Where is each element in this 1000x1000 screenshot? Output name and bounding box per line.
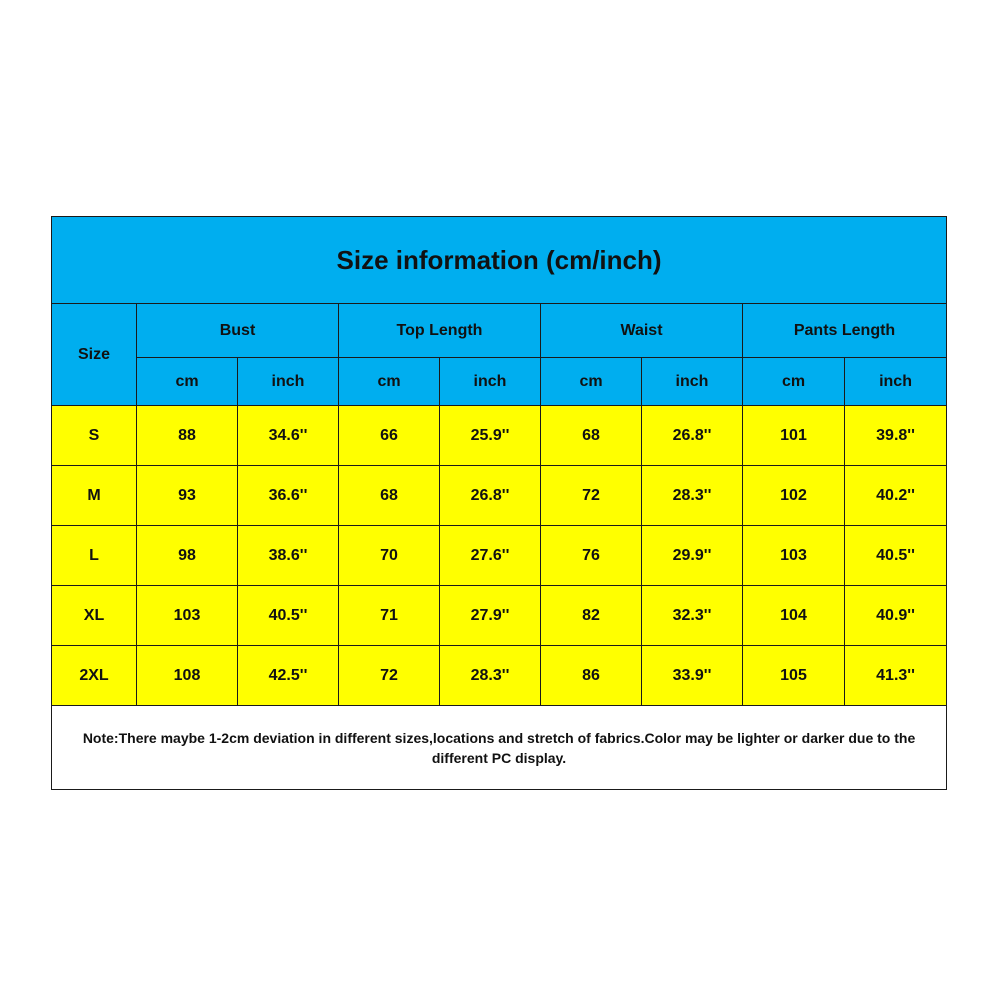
table-cell: 72 xyxy=(339,646,440,706)
table-cell: 28.3'' xyxy=(642,466,743,526)
table-cell: 68 xyxy=(541,406,642,466)
table-cell: 26.8'' xyxy=(440,466,541,526)
size-label: S xyxy=(52,406,137,466)
table-cell: 88 xyxy=(137,406,238,466)
table-cell: 76 xyxy=(541,526,642,586)
table-cell: 103 xyxy=(743,526,845,586)
table-row xyxy=(52,646,947,706)
table-cell: 26.8'' xyxy=(642,406,743,466)
size-chart-table xyxy=(51,216,947,790)
table-cell: 101 xyxy=(743,406,845,466)
table-cell: 41.3'' xyxy=(845,646,947,706)
unit-header: inch xyxy=(440,358,541,406)
table-cell: 40.5'' xyxy=(845,526,947,586)
table-cell: 82 xyxy=(541,586,642,646)
table-row xyxy=(52,586,947,646)
table-cell: 42.5'' xyxy=(238,646,339,706)
table-cell: 70 xyxy=(339,526,440,586)
table-cell: 103 xyxy=(137,586,238,646)
table-cell: 68 xyxy=(339,466,440,526)
table-cell: 102 xyxy=(743,466,845,526)
table-cell: 104 xyxy=(743,586,845,646)
title-row xyxy=(52,217,947,304)
header-size: Size xyxy=(52,304,137,406)
chart-title: Size information (cm/inch) xyxy=(52,217,947,304)
deviation-note: Note:There maybe 1-2cm deviation in different sizes,locations and stretch of fabrics.Color may be lighter or darker due to the different PC display. xyxy=(52,706,947,790)
note-row xyxy=(52,706,947,790)
header-pants-length: Pants Length xyxy=(743,304,947,358)
table-cell: 71 xyxy=(339,586,440,646)
size-label: M xyxy=(52,466,137,526)
table-cell: 86 xyxy=(541,646,642,706)
unit-header: cm xyxy=(339,358,440,406)
header-row-units xyxy=(52,358,947,406)
unit-header: inch xyxy=(238,358,339,406)
table-cell: 40.5'' xyxy=(238,586,339,646)
table-row xyxy=(52,466,947,526)
header-top-length: Top Length xyxy=(339,304,541,358)
table-cell: 105 xyxy=(743,646,845,706)
table-row xyxy=(52,526,947,586)
table-cell: 25.9'' xyxy=(440,406,541,466)
header-bust: Bust xyxy=(137,304,339,358)
header-row-groups xyxy=(52,304,947,358)
unit-header: cm xyxy=(743,358,845,406)
size-label: L xyxy=(52,526,137,586)
table-cell: 28.3'' xyxy=(440,646,541,706)
table-cell: 38.6'' xyxy=(238,526,339,586)
table-cell: 98 xyxy=(137,526,238,586)
unit-header: inch xyxy=(845,358,947,406)
table-cell: 32.3'' xyxy=(642,586,743,646)
table-cell: 34.6'' xyxy=(238,406,339,466)
table-cell: 66 xyxy=(339,406,440,466)
size-label: 2XL xyxy=(52,646,137,706)
table-cell: 72 xyxy=(541,466,642,526)
header-waist: Waist xyxy=(541,304,743,358)
unit-header: inch xyxy=(642,358,743,406)
table-cell: 40.2'' xyxy=(845,466,947,526)
table-cell: 27.6'' xyxy=(440,526,541,586)
table-cell: 108 xyxy=(137,646,238,706)
table-row xyxy=(52,406,947,466)
unit-header: cm xyxy=(137,358,238,406)
table-cell: 29.9'' xyxy=(642,526,743,586)
size-label: XL xyxy=(52,586,137,646)
table-cell: 39.8'' xyxy=(845,406,947,466)
table-cell: 33.9'' xyxy=(642,646,743,706)
table-cell: 36.6'' xyxy=(238,466,339,526)
table-cell: 93 xyxy=(137,466,238,526)
table-cell: 27.9'' xyxy=(440,586,541,646)
table-cell: 40.9'' xyxy=(845,586,947,646)
unit-header: cm xyxy=(541,358,642,406)
